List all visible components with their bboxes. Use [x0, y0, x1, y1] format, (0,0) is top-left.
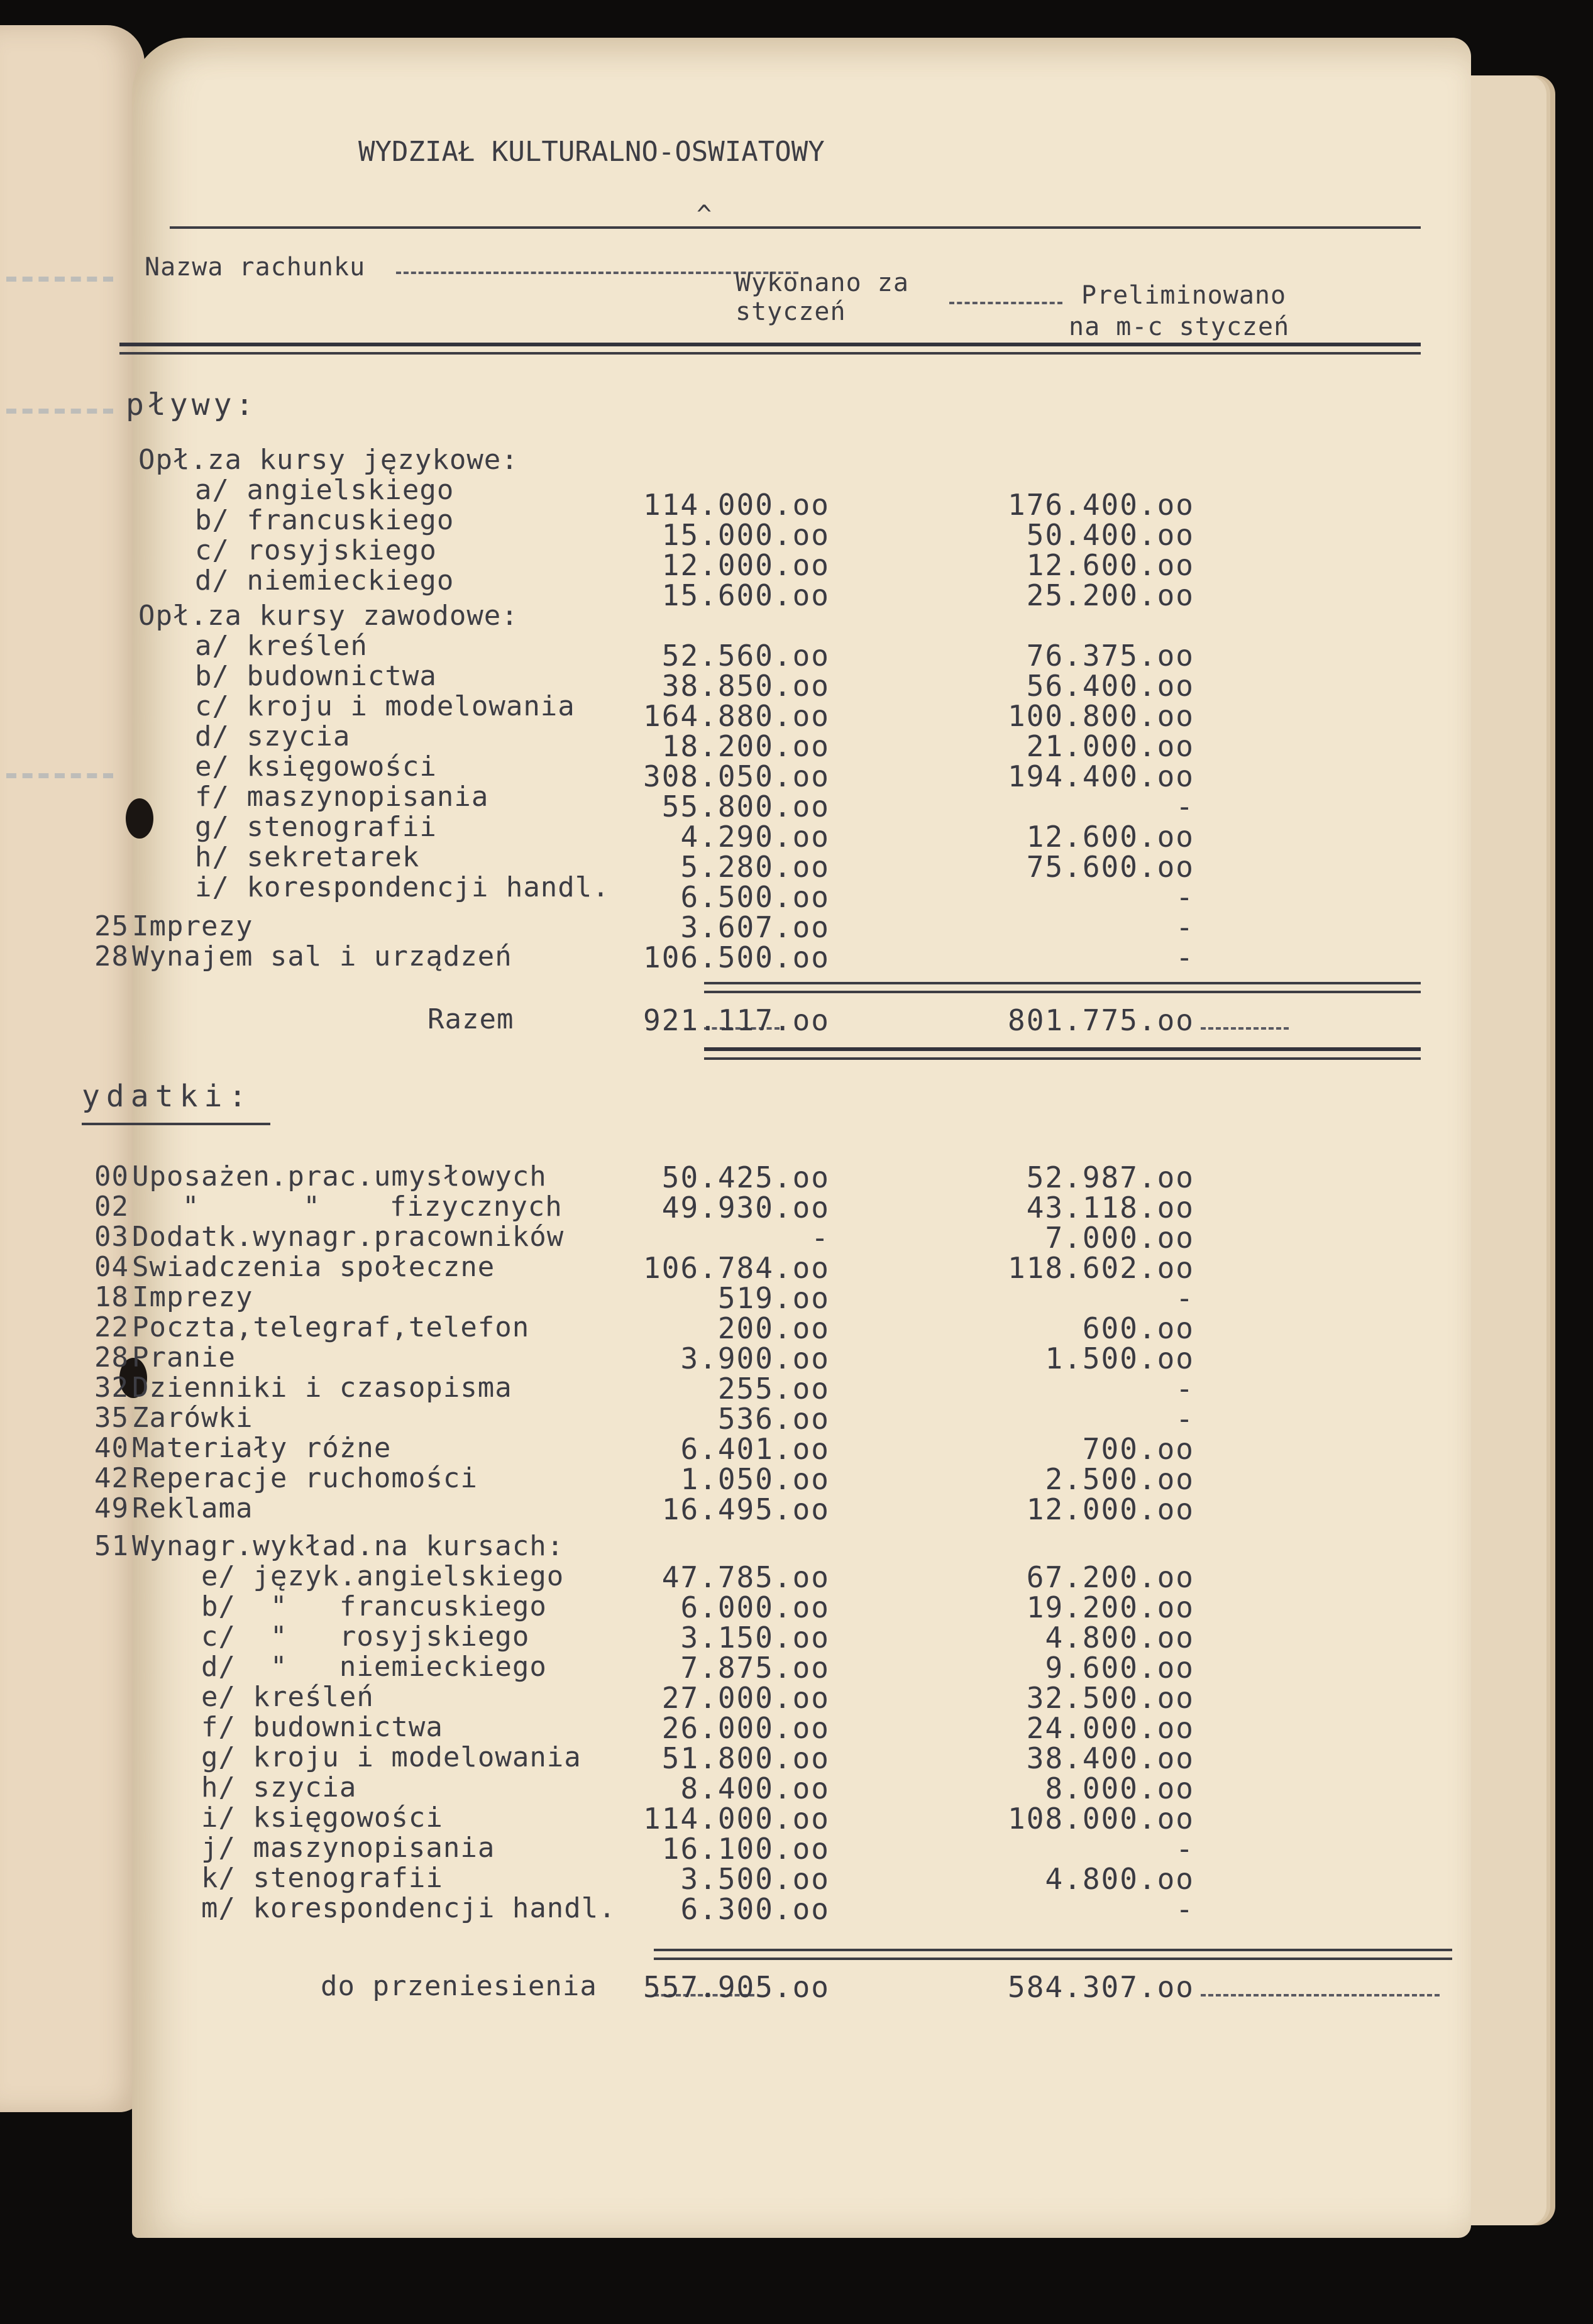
planned-value: 7.000.oo	[1045, 1221, 1194, 1255]
carry-over-label: do przeniesienia	[321, 1970, 597, 2002]
column-name-header: Nazwa rachunku	[145, 253, 366, 282]
executed-value: 519.oo	[717, 1281, 830, 1315]
executed-value: 3.500.oo	[680, 1862, 830, 1896]
lecturer-item: g/ kroju i modelowania	[201, 1741, 582, 1773]
income-item: d/ niemieckiego	[195, 564, 455, 597]
planned-value: -	[1176, 1892, 1194, 1926]
planned-value: -	[1176, 1832, 1194, 1866]
account-code: 51	[94, 1530, 129, 1562]
expense-label: Reperacje ruchomości	[132, 1462, 478, 1494]
income-item: e/ księgowości	[195, 751, 437, 783]
account-code: 02	[94, 1191, 129, 1223]
account-code: 25	[94, 910, 129, 942]
executed-value: 50.425.oo	[661, 1160, 830, 1194]
executed-value: 26.000.oo	[661, 1711, 830, 1745]
executed-value: 52.560.oo	[661, 639, 830, 673]
column-planned-header-1: Preliminowano	[1081, 281, 1287, 310]
executed-value: 106.500.oo	[643, 940, 830, 974]
planned-value: 52.987.oo	[1026, 1160, 1194, 1194]
header-leader	[949, 302, 1062, 304]
planned-value: 43.118.oo	[1026, 1191, 1194, 1225]
executed-value: 3.900.oo	[680, 1341, 830, 1375]
planned-value: 8.000.oo	[1045, 1771, 1194, 1805]
column-executed-header-1: Wykonano za	[736, 268, 909, 297]
executed-value: 8.400.oo	[680, 1771, 830, 1805]
planned-value: 12.600.oo	[1026, 548, 1194, 582]
executed-value: 51.800.oo	[661, 1741, 830, 1775]
account-code: 40	[94, 1432, 129, 1464]
planned-value: -	[1176, 1281, 1194, 1315]
planned-value: 176.400.oo	[1008, 488, 1194, 522]
expense-label: Imprezy	[132, 1281, 253, 1313]
header-rule-top	[170, 226, 1421, 229]
account-code: 49	[94, 1492, 129, 1524]
planned-value: 2.500.oo	[1045, 1462, 1194, 1496]
income-other-label: Wynajem sal i urządzeń	[132, 940, 512, 972]
lecturer-item: m/ korespondencji handl.	[201, 1892, 616, 1924]
executed-value: 12.000.oo	[661, 548, 830, 582]
executed-value: 106.784.oo	[643, 1251, 830, 1285]
account-code: 28	[94, 1341, 129, 1374]
account-code: 00	[94, 1160, 129, 1192]
executed-value: 255.oo	[717, 1372, 830, 1406]
planned-value: 38.400.oo	[1026, 1741, 1194, 1775]
planned-value: -	[1176, 910, 1194, 944]
account-code: 04	[94, 1251, 129, 1283]
total-rule-top-2	[704, 991, 1421, 993]
lecturer-item: b/ " francuskiego	[201, 1590, 547, 1622]
previous-page-edge	[0, 25, 145, 2112]
income-item: g/ stenografii	[195, 811, 437, 843]
carry-rule-2	[654, 1958, 1452, 1960]
income-item: c/ rosyjskiego	[195, 534, 437, 566]
expense-label: " " fizycznych	[182, 1191, 563, 1223]
executed-value: 7.875.oo	[680, 1651, 830, 1685]
executed-value: 6.500.oo	[680, 880, 830, 914]
income-item: a/ kreśleń	[195, 630, 368, 662]
planned-value: 4.800.oo	[1045, 1862, 1194, 1896]
typed-page	[82, 38, 1471, 2238]
executed-value: 5.280.oo	[680, 850, 830, 884]
executed-value: 3.150.oo	[680, 1621, 830, 1655]
planned-value: 12.000.oo	[1026, 1492, 1194, 1526]
executed-value: 1.050.oo	[680, 1462, 830, 1496]
lecturer-item: c/ " rosyjskiego	[201, 1621, 530, 1653]
income-item: c/ kroju i modelowania	[195, 690, 575, 722]
carry-over-planned: 584.307.oo	[1008, 1970, 1194, 2004]
executed-value: 164.880.oo	[643, 699, 830, 733]
expense-label: Pranie	[132, 1341, 236, 1374]
executed-value: 16.100.oo	[661, 1832, 830, 1866]
account-code: 22	[94, 1311, 129, 1343]
expense-label: Dodatk.wynagr.pracowników	[132, 1221, 565, 1253]
income-item: f/ maszynopisania	[195, 781, 489, 813]
planned-value: 24.000.oo	[1026, 1711, 1194, 1745]
punch-hole	[126, 798, 153, 839]
executed-value: 49.930.oo	[661, 1191, 830, 1225]
lecturer-item: f/ budownictwa	[201, 1711, 443, 1743]
total-rule-top	[704, 982, 1421, 984]
income-group1-label: Opł.za kursy językowe:	[138, 444, 519, 476]
ink-bleed	[6, 233, 113, 282]
executed-value: 308.050.oo	[643, 759, 830, 793]
lecturer-item: h/ szycia	[201, 1771, 357, 1804]
executed-value: 18.200.oo	[661, 729, 830, 763]
header-rule-bottom	[119, 343, 1421, 346]
expense-label: Uposażen.prac.umysłowych	[132, 1160, 547, 1192]
lecturer-item: i/ księgowości	[201, 1802, 443, 1834]
planned-value: 108.000.oo	[1008, 1802, 1194, 1836]
lecturer-item: j/ maszynopisania	[201, 1832, 495, 1864]
planned-value: 19.200.oo	[1026, 1590, 1194, 1624]
executed-value: 47.785.oo	[661, 1560, 830, 1594]
ink-bleed	[6, 729, 113, 778]
carry-rule	[654, 1949, 1452, 1951]
planned-value: 50.400.oo	[1026, 518, 1194, 552]
planned-value: 12.600.oo	[1026, 820, 1194, 854]
total-leader	[1201, 1027, 1289, 1030]
carry-leader	[1201, 1994, 1440, 1996]
income-item: b/ budownictwa	[195, 660, 437, 692]
income-heading: pływy:	[126, 387, 258, 422]
lecturer-item: e/ język.angielskiego	[201, 1560, 565, 1592]
planned-value: 194.400.oo	[1008, 759, 1194, 793]
executed-value: 114.000.oo	[643, 488, 830, 522]
executed-value: 536.oo	[717, 1402, 830, 1436]
income-total-label: Razem	[427, 1003, 514, 1035]
income-item: i/ korespondencji handl.	[195, 871, 610, 903]
executed-value: 3.607.oo	[680, 910, 830, 944]
executed-value: 16.495.oo	[661, 1492, 830, 1526]
total-rule-bottom-2	[704, 1057, 1421, 1060]
carry-over-executed: 557.905.oo	[643, 1970, 830, 2004]
planned-value: 56.400.oo	[1026, 669, 1194, 703]
planned-value: 32.500.oo	[1026, 1681, 1194, 1715]
expense-label: Poczta,telegraf,telefon	[132, 1311, 530, 1343]
planned-value: 75.600.oo	[1026, 850, 1194, 884]
planned-value: -	[1176, 790, 1194, 823]
planned-value: -	[1176, 1402, 1194, 1436]
income-group2-label: Opł.za kursy zawodowe:	[138, 600, 519, 632]
executed-value: 38.850.oo	[661, 669, 830, 703]
planned-value: 9.600.oo	[1045, 1651, 1194, 1685]
account-code: 42	[94, 1462, 129, 1494]
title-caret: ^	[697, 201, 713, 229]
expense-label: Dzienniki i czasopisma	[132, 1372, 512, 1404]
executed-value: 6.300.oo	[680, 1892, 830, 1926]
income-item: a/ angielskiego	[195, 474, 455, 506]
expenses-heading-rule	[82, 1123, 270, 1125]
planned-value: 25.200.oo	[1026, 578, 1194, 612]
executed-value: 55.800.oo	[661, 790, 830, 823]
planned-value: 700.oo	[1082, 1432, 1194, 1466]
planned-value: 76.375.oo	[1026, 639, 1194, 673]
executed-value: -	[811, 1221, 830, 1255]
account-code: 03	[94, 1221, 129, 1253]
planned-value: 1.500.oo	[1045, 1341, 1194, 1375]
executed-value: 200.oo	[717, 1311, 830, 1345]
planned-value: 118.602.oo	[1008, 1251, 1194, 1285]
executed-value: 6.401.oo	[680, 1432, 830, 1466]
planned-value: 4.800.oo	[1045, 1621, 1194, 1655]
planned-value: -	[1176, 880, 1194, 914]
lecturer-item: k/ stenografii	[201, 1862, 443, 1894]
executed-value: 15.600.oo	[661, 578, 830, 612]
planned-value: -	[1176, 940, 1194, 974]
lecturer-item: e/ kreśleń	[201, 1681, 374, 1713]
account-code: 28	[94, 940, 129, 972]
page-title: WYDZIAŁ KULTURALNO-OSWIATOWY	[358, 136, 825, 168]
income-item: h/ sekretarek	[195, 841, 420, 873]
income-total-executed: 921.117.oo	[643, 1003, 830, 1037]
header-rule-bottom-2	[119, 352, 1421, 355]
executed-value: 6.000.oo	[680, 1590, 830, 1624]
expense-label: Swiadczenia społeczne	[132, 1251, 495, 1283]
column-planned-header-2: na m-c styczeń	[1069, 312, 1290, 341]
expense-label: Zarówki	[132, 1402, 253, 1434]
total-rule-bottom	[704, 1047, 1421, 1051]
ink-bleed	[6, 365, 113, 414]
income-other-label: Imprezy	[132, 910, 253, 942]
account-code: 18	[94, 1281, 129, 1313]
expenses-heading: ydatki:	[82, 1079, 253, 1114]
executed-value: 4.290.oo	[680, 820, 830, 854]
planned-value: 600.oo	[1082, 1311, 1194, 1345]
executed-value: 114.000.oo	[643, 1802, 830, 1836]
account-code: 35	[94, 1402, 129, 1434]
expense-label: Reklama	[132, 1492, 253, 1524]
executed-value: 15.000.oo	[661, 518, 830, 552]
lecturer-item: d/ " niemieckiego	[201, 1651, 547, 1683]
income-item: d/ szycia	[195, 720, 351, 752]
planned-value: -	[1176, 1372, 1194, 1406]
lecturers-label: Wynagr.wykład.na kursach:	[132, 1530, 565, 1562]
income-item: b/ francuskiego	[195, 504, 455, 536]
planned-value: 100.800.oo	[1008, 699, 1194, 733]
planned-value: 67.200.oo	[1026, 1560, 1194, 1594]
expense-label: Materiały różne	[132, 1432, 392, 1464]
executed-value: 27.000.oo	[661, 1681, 830, 1715]
income-total-planned: 801.775.oo	[1008, 1003, 1194, 1037]
planned-value: 21.000.oo	[1026, 729, 1194, 763]
account-code: 32	[94, 1372, 129, 1404]
column-executed-header-2: styczeń	[736, 297, 846, 326]
